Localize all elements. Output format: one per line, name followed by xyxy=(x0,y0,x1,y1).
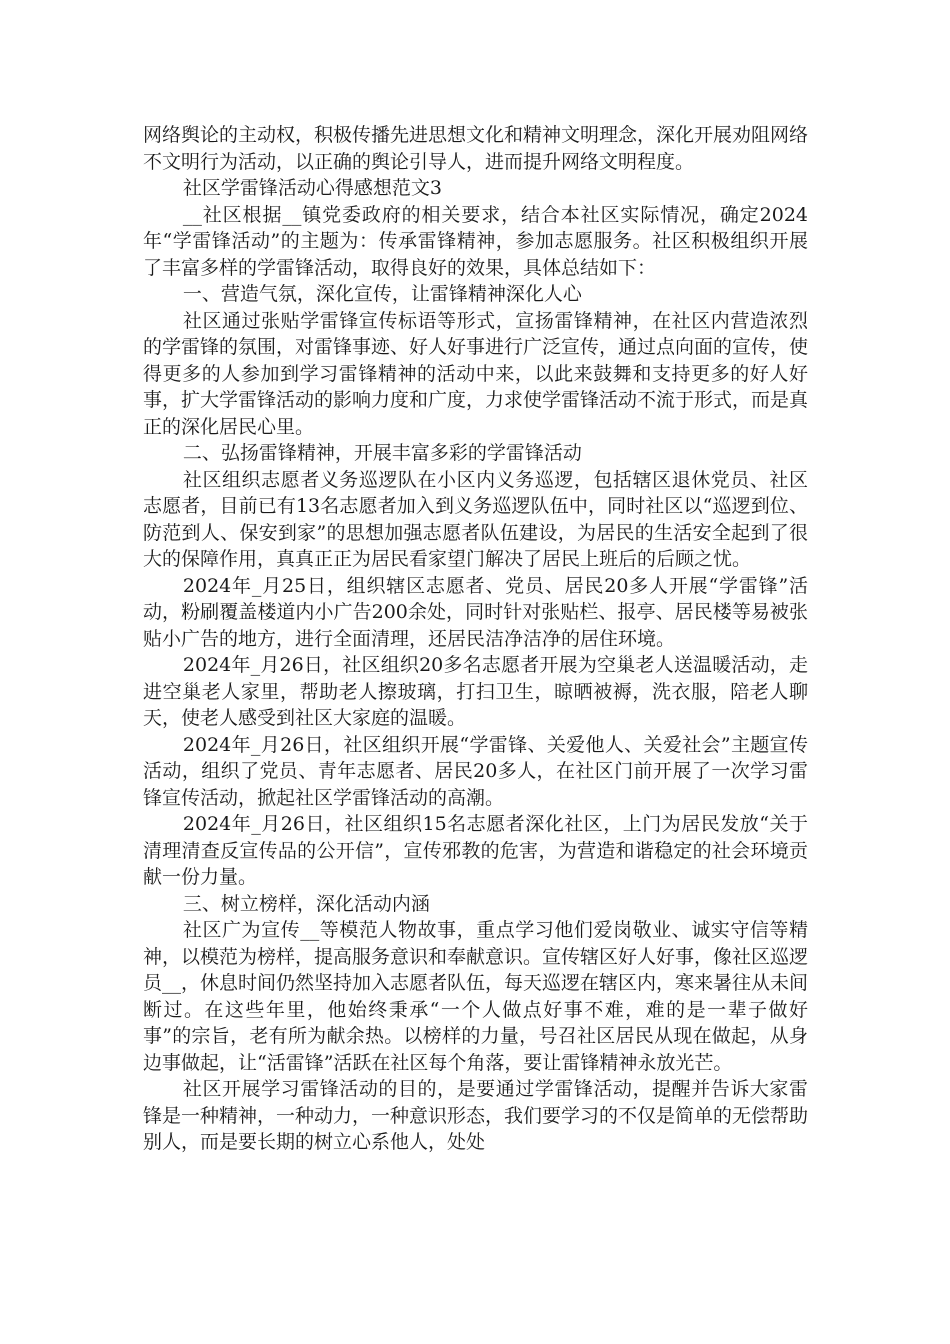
paragraph: 2024年_月25日，组织辖区志愿者、党员、居民20多人开展“学雷锋”活动，粉刷覆盖楼道内小广告200余处，同时针对张贴栏、报亭、居民楼等易被张贴小广告的地方，进行全面清理，还居民洁净洁净的居住环境。 xyxy=(143,574,808,650)
document-page xyxy=(143,122,808,1156)
paragraph: 社区广为宣传__等模范人物故事，重点学习他们爱岗敬业、诚实守信等精神，以模范为榜样，提高服务意识和奉献意识。宣传辖区好人好事，像社区巡逻员__，休息时间仍然坚持加入志愿者队伍，每天巡逻在辖区内，寒来暑往从未间断过。在这些年里，他始终秉承“一个人做点好事不难，难的是一辈子做好事”的宗旨，老有所为献余热。以榜样的力量，号召社区居民从现在做起，从身边事做起，让“活雷锋”活跃在社区每个角落，要让雷锋精神永放光芒。 xyxy=(143,919,809,1074)
paragraph: 2024年_月26日，社区组织开展“学雷锋、关爱他人、关爱社会”主题宣传活动，组织了党员、青年志愿者、居民20多人，在社区门前开展了一次学习雷锋宣传活动，掀起社区学雷锋活动的高潮。 xyxy=(143,733,808,809)
paragraph-trailing: 社区开展学习雷锋活动的目的，是要通过学雷锋活动，提醒并告诉大家雷锋是一种精神，一种动力，一种意识形态，我们要学习的不仅是简单的无偿帮助别人，而是要长期的树立心系他人，处处 xyxy=(143,1078,809,1153)
paragraph: 社区组织志愿者义务巡逻队在小区内义务巡逻，包括辖区退休党员、社区志愿者，目前已有13名志愿者加入到义务巡逻队伍中，同时社区以“巡逻到位、防范到人、保安到家”的思想加强志愿者队伍建设，为居民的生活安全起到了很大的保障作用，真真正正为居民看家望门解决了居民上班后的后顾之忧。 xyxy=(143,468,808,570)
paragraph: 2024年_月26日，社区组织15名志愿者深化社区，上门为居民发放“关于清理清查反宣传品的公开信”，宣传邪教的危害，为营造和谐稳定的社会环境贡献一份力量。 xyxy=(143,813,808,888)
section-heading-1: 一、营造气氛，深化宣传，让雷锋精神深化人心 xyxy=(182,283,582,305)
article-title: 社区学雷锋活动心得感想范文3 xyxy=(182,177,442,199)
paragraph-intro: __社区根据__镇党委政府的相关要求，结合本社区实际情况，确定2024年“学雷锋活动”的主题为：传承雷锋精神，参加志愿服务。社区积极组织开展了丰富多样的学雷锋活动，取得良好的效果，具体总结如下： xyxy=(143,203,808,279)
paragraph-continued: 网络舆论的主动权，积极传播先进思想文化和精神文明理念，深化开展劝阻网络不文明行为活动，以正确的舆论引导人，进而提升网络文明程度。 xyxy=(143,124,809,173)
paragraph: 社区通过张贴学雷锋宣传标语等形式，宣扬雷锋精神，在社区内营造浓烈的学雷锋的氛围，对雷锋事迹、好人好事进行广泛宣传，通过点向面的宣传，使得更多的人参加到学习雷锋精神的活动中来，以此来鼓舞和支持更多的好人好事，扩大学雷锋活动的影响力度和广度，力求使学雷锋活动不流于形式，而是真正的深化居民心里。 xyxy=(143,309,809,438)
section-heading-2: 二、弘扬雷锋精神，开展丰富多彩的学雷锋活动 xyxy=(182,442,582,464)
section-heading-3: 三、树立榜样，深化活动内涵 xyxy=(182,892,430,915)
paragraph: 2024年_月26日，社区组织20多名志愿者开展为空巢老人送温暖活动，走进空巢老人家里，帮助老人擦玻璃，打扫卫生，晾晒被褥，洗衣服，陪老人聊天，使老人感受到社区大家庭的温暖。 xyxy=(143,654,808,729)
